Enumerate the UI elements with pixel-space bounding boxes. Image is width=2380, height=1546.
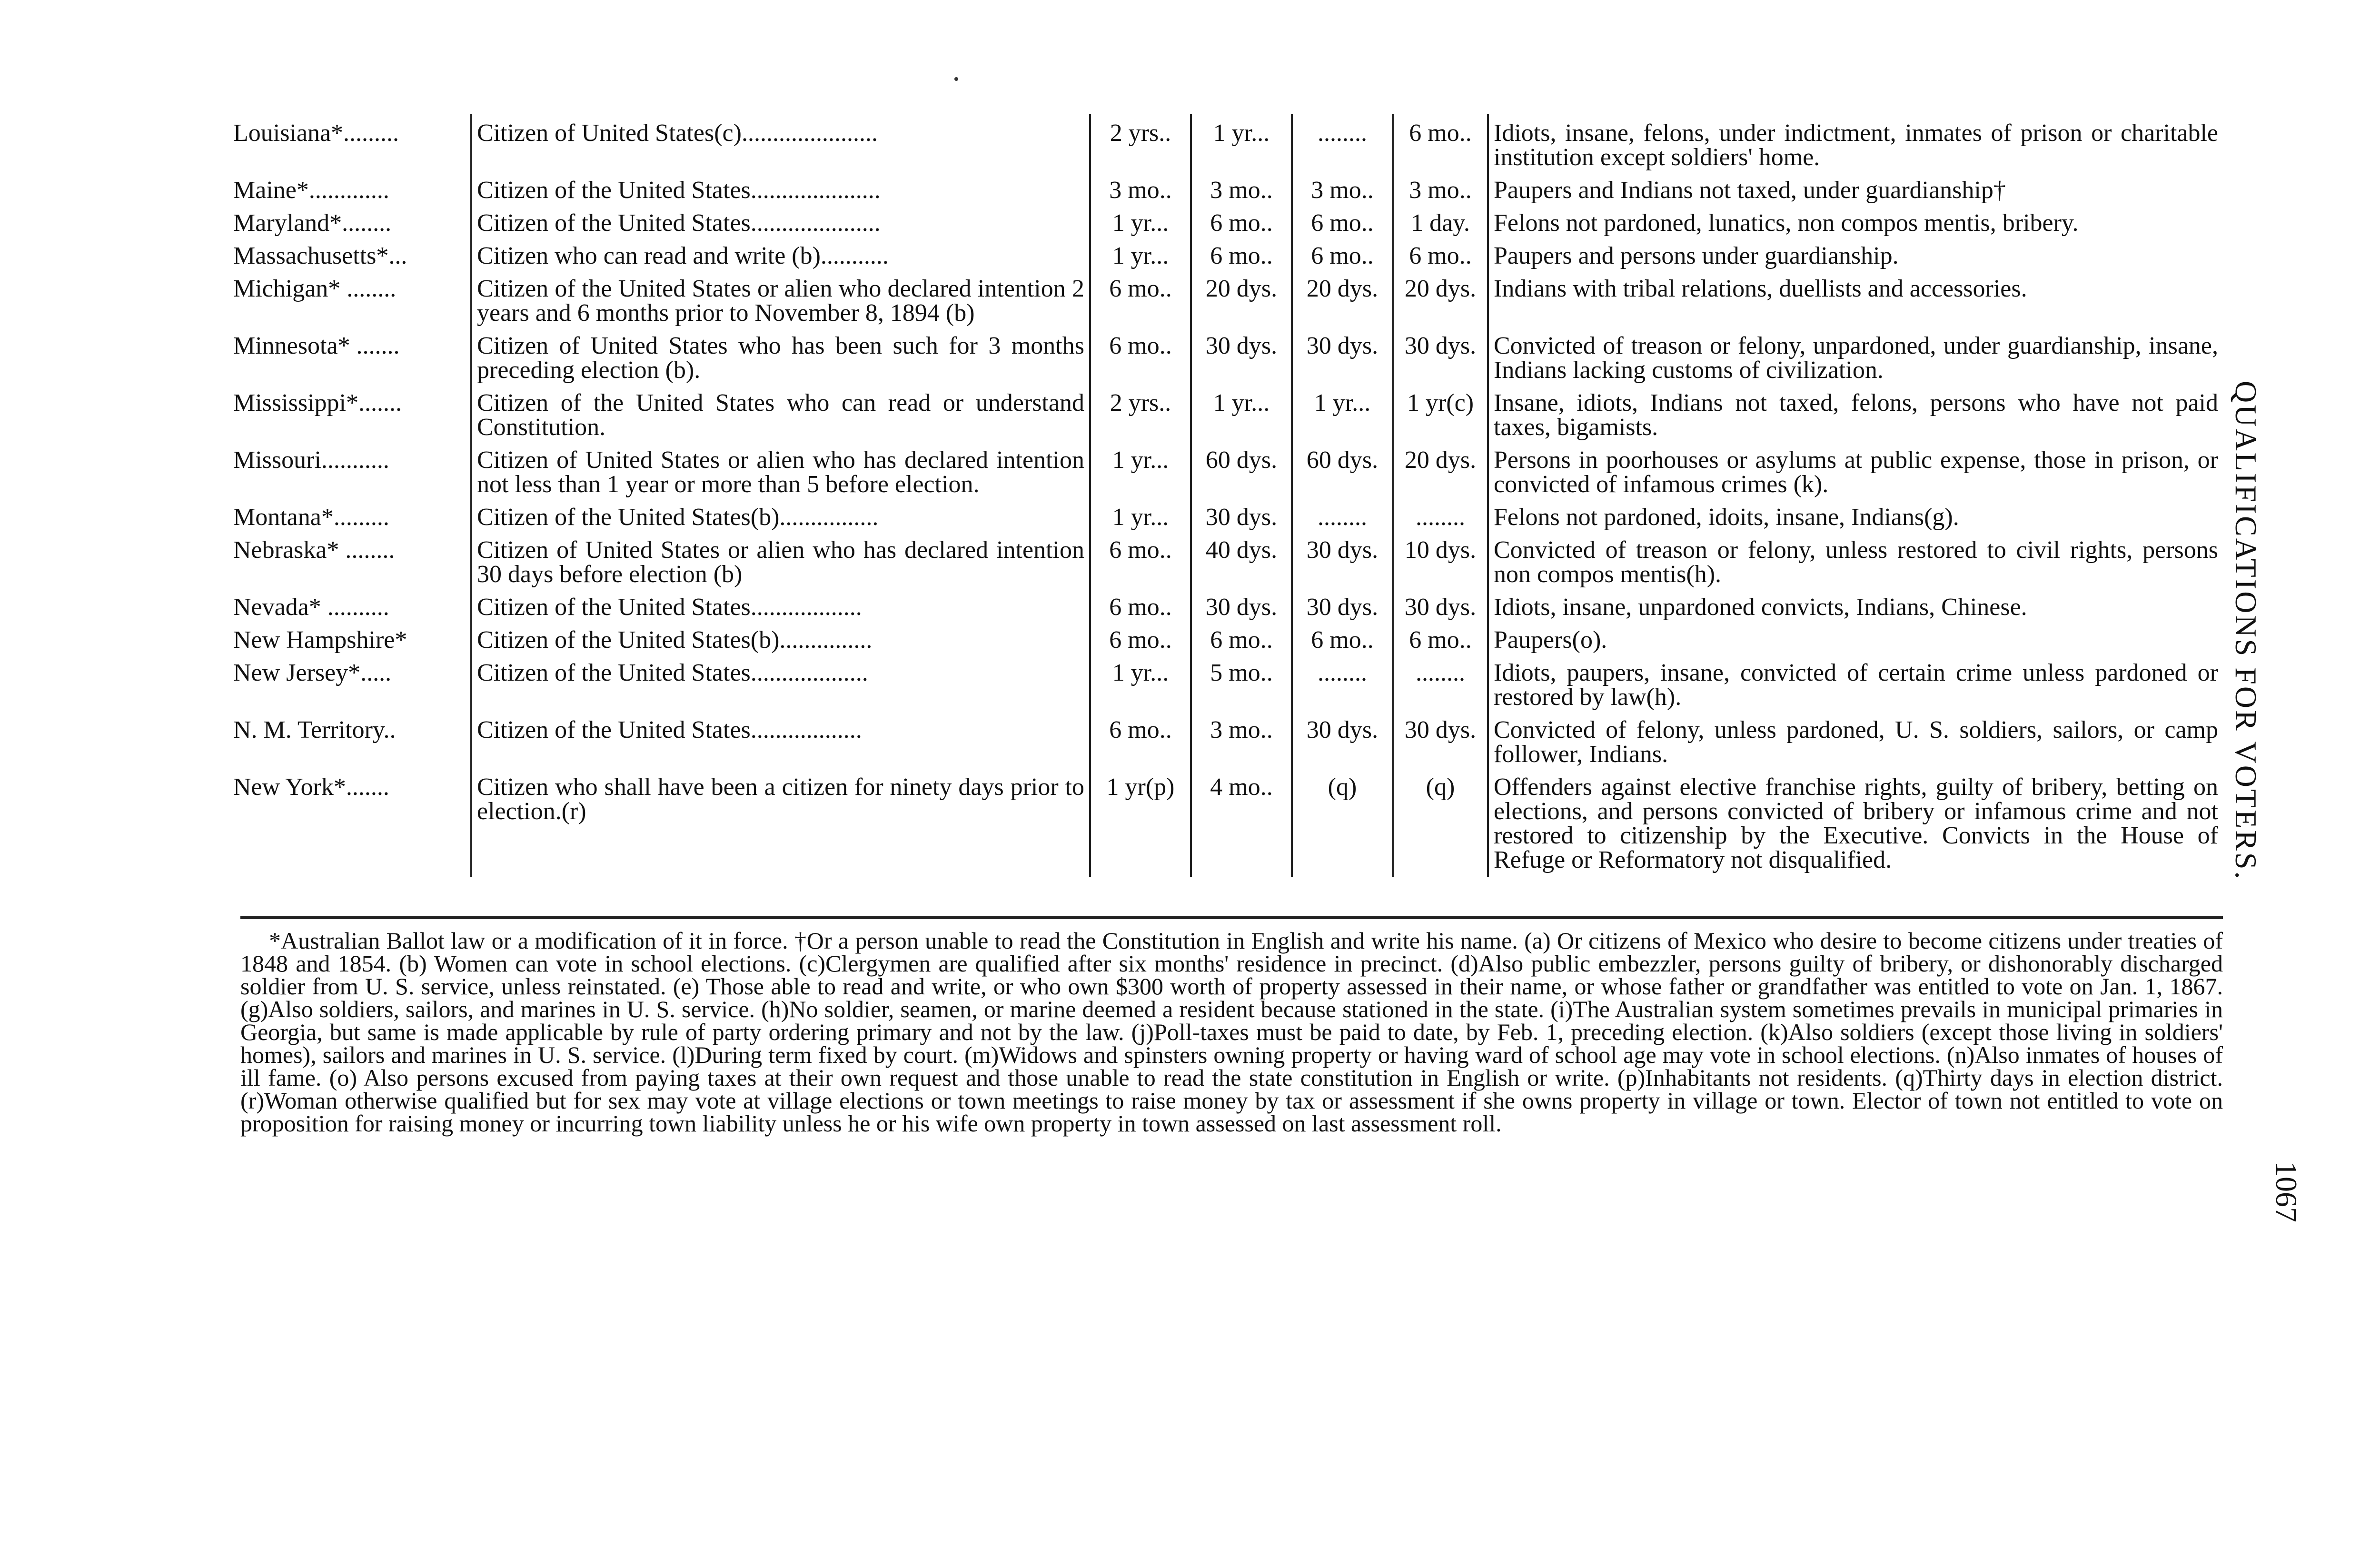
residence-town: 30 dys. <box>1292 711 1393 768</box>
table-row <box>228 384 2223 441</box>
state-name: Michigan* ........ <box>233 275 397 302</box>
state-name: New Hampshire* <box>233 626 407 654</box>
state-name: Mississippi*....... <box>233 389 402 416</box>
citizenship-requirement: Citizen who shall have been a citizen for ninety days prior to election.(r) <box>471 768 1090 877</box>
residence-town: 30 dys. <box>1292 588 1393 621</box>
residence-state: 6 mo.. <box>1090 531 1191 588</box>
residence-county: 5 mo.. <box>1191 654 1292 711</box>
state-name: New York*....... <box>233 773 389 801</box>
state-name: Missouri........... <box>233 446 389 474</box>
table-body <box>228 114 2223 877</box>
disqualifications: Idiots, paupers, insane, convicted of certain crime unless pardoned or restored by law(h). <box>1494 659 2218 711</box>
residence-precinct: 6 mo.. <box>1393 237 1488 270</box>
state-name: Nevada* .......... <box>233 594 389 621</box>
disqualifications: Paupers and Indians not taxed, under guardianship† <box>1494 177 2006 204</box>
print-speck <box>954 77 958 81</box>
table-row <box>228 621 2223 654</box>
citizenship-requirement: Citizen of the United States(b)................ <box>471 498 1090 531</box>
residence-county: 30 dys. <box>1191 327 1292 384</box>
residence-state: 1 yr... <box>1090 654 1191 711</box>
residence-precinct: 1 yr(c) <box>1393 384 1488 441</box>
citizenship-requirement: Citizen of the United States or alien who declared intention 2 years and 6 months prior to November 8, 1894 (b) <box>471 270 1090 327</box>
table-row <box>228 171 2223 204</box>
residence-county: 3 mo.. <box>1191 711 1292 768</box>
residence-town: ........ <box>1292 498 1393 531</box>
footnote-rule <box>240 916 2223 919</box>
state-name: Nebraska* ........ <box>233 536 395 564</box>
state-name: N. M. Territory.. <box>233 716 396 743</box>
residence-precinct: (q) <box>1393 768 1488 877</box>
table-row <box>228 588 2223 621</box>
table-row <box>228 441 2223 498</box>
residence-town: 1 yr... <box>1292 384 1393 441</box>
state-name: New Jersey*..... <box>233 659 392 686</box>
voter-qualifications-table-wrap <box>228 114 2223 877</box>
residence-state: 3 mo.. <box>1090 171 1191 204</box>
citizenship-requirement: Citizen of the United States who can read or understand Constitution. <box>471 384 1090 441</box>
citizenship-requirement: Citizen of the United States..................... <box>471 171 1090 204</box>
residence-state: 6 mo.. <box>1090 588 1191 621</box>
page-number: 1067 <box>2270 1161 2303 1222</box>
residence-town: ........ <box>1292 114 1393 171</box>
state-name: Massachusetts*... <box>233 242 407 269</box>
citizenship-requirement: Citizen of the United States(b)............... <box>471 621 1090 654</box>
disqualifications: Persons in poorhouses or asylums at public expense, those in prison, or convicted of infamous crimes (k). <box>1494 446 2218 498</box>
residence-county: 30 dys. <box>1191 498 1292 531</box>
disqualifications: Felons not pardoned, idoits, insane, Indians(g). <box>1494 504 1959 531</box>
table-row <box>228 498 2223 531</box>
residence-town: (q) <box>1292 768 1393 877</box>
disqualifications: Convicted of treason or felony, unpardoned, under guardianship, insane, Indians lacking customs of civilization. <box>1494 332 2218 384</box>
residence-town: 30 dys. <box>1292 327 1393 384</box>
residence-town: 3 mo.. <box>1292 171 1393 204</box>
residence-county: 1 yr... <box>1191 114 1292 171</box>
residence-county: 20 dys. <box>1191 270 1292 327</box>
citizenship-requirement: Citizen of the United States.................. <box>471 588 1090 621</box>
citizenship-requirement: Citizen of the United States................... <box>471 654 1090 711</box>
disqualifications: Felons not pardoned, lunatics, non compos mentis, bribery. <box>1494 209 2079 237</box>
residence-town: 6 mo.. <box>1292 204 1393 237</box>
residence-town: 6 mo.. <box>1292 621 1393 654</box>
residence-precinct: 3 mo.. <box>1393 171 1488 204</box>
residence-precinct: 6 mo.. <box>1393 621 1488 654</box>
table-row <box>228 204 2223 237</box>
state-name: Montana*......... <box>233 504 389 531</box>
citizenship-requirement: Citizen of United States or alien who has declared intention 30 days before election (b) <box>471 531 1090 588</box>
residence-county: 6 mo.. <box>1191 621 1292 654</box>
disqualifications: Insane, idiots, Indians not taxed, felons, persons who have not paid taxes, bigamists. <box>1494 389 2218 441</box>
running-title: QUALIFICATIONS FOR VOTERS. <box>2229 381 2263 881</box>
residence-state: 1 yr(p) <box>1090 768 1191 877</box>
state-name: Maryland*........ <box>233 209 392 237</box>
residence-precinct: ........ <box>1393 654 1488 711</box>
residence-state: 2 yrs.. <box>1090 114 1191 171</box>
table-row <box>228 114 2223 171</box>
disqualifications: Convicted of felony, unless pardoned, U. S. soldiers, sailors, or camp follower, Indians. <box>1494 716 2218 768</box>
residence-county: 6 mo.. <box>1191 237 1292 270</box>
residence-state: 2 yrs.. <box>1090 384 1191 441</box>
residence-state: 1 yr... <box>1090 237 1191 270</box>
residence-state: 1 yr... <box>1090 441 1191 498</box>
residence-county: 4 mo.. <box>1191 768 1292 877</box>
residence-town: ........ <box>1292 654 1393 711</box>
residence-precinct: 30 dys. <box>1393 327 1488 384</box>
state-name: Maine*............. <box>233 177 389 204</box>
disqualifications: Convicted of treason or felony, unless restored to civil rights, persons non compos mentis(h). <box>1494 536 2218 588</box>
residence-town: 30 dys. <box>1292 531 1393 588</box>
disqualifications: Indians with tribal relations, duellists and accessories. <box>1494 275 2027 302</box>
table-row <box>228 327 2223 384</box>
table-row <box>228 531 2223 588</box>
residence-county: 40 dys. <box>1191 531 1292 588</box>
citizenship-requirement: Citizen of United States(c)...................... <box>471 114 1090 171</box>
citizenship-requirement: Citizen of United States who has been such for 3 months preceding election (b). <box>471 327 1090 384</box>
citizenship-requirement: Citizen of the United States..................... <box>471 204 1090 237</box>
residence-precinct: 30 dys. <box>1393 588 1488 621</box>
disqualifications: Paupers and persons under guardianship. <box>1494 242 1899 269</box>
residence-state: 1 yr... <box>1090 204 1191 237</box>
residence-precinct: ........ <box>1393 498 1488 531</box>
citizenship-requirement: Citizen of the United States.................. <box>471 711 1090 768</box>
table-row <box>228 237 2223 270</box>
state-name: Minnesota* ....... <box>233 332 400 359</box>
residence-state: 1 yr... <box>1090 498 1191 531</box>
residence-state: 6 mo.. <box>1090 711 1191 768</box>
residence-precinct: 20 dys. <box>1393 270 1488 327</box>
citizenship-requirement: Citizen of United States or alien who has declared intention not less than 1 year or more than 5 before election. <box>471 441 1090 498</box>
residence-precinct: 1 day. <box>1393 204 1488 237</box>
residence-precinct: 10 dys. <box>1393 531 1488 588</box>
residence-precinct: 30 dys. <box>1393 711 1488 768</box>
residence-precinct: 6 mo.. <box>1393 114 1488 171</box>
residence-town: 6 mo.. <box>1292 237 1393 270</box>
table-row <box>228 270 2223 327</box>
residence-county: 60 dys. <box>1191 441 1292 498</box>
voter-qualifications-table <box>228 114 2223 877</box>
disqualifications: Paupers(o). <box>1494 626 1607 654</box>
residence-county: 6 mo.. <box>1191 204 1292 237</box>
residence-precinct: 20 dys. <box>1393 441 1488 498</box>
residence-state: 6 mo.. <box>1090 327 1191 384</box>
residence-state: 6 mo.. <box>1090 270 1191 327</box>
disqualifications: Idiots, insane, unpardoned convicts, Indians, Chinese. <box>1494 594 2027 621</box>
residence-town: 20 dys. <box>1292 270 1393 327</box>
footnotes: *Australian Ballot law or a modification of it in force. †Or a person unable to read the Constitution in English and write his name. (a) Or citizens of Mexico who desire to become citizens under treaties of 1848 and 1854. (b) Women can vote in school elections. (c)Clergymen are qualified after six months' residence in precinct. (d)Also public embezzler, persons guilty of bribery, or dishonorably discharged soldier from U. S. service, unless reinstated. (e) Those able to read and write, or who own $300 worth of property assessed in their name, or whose father or grandfather was entitled to vote on Jan. 1, 1867. (g)Also soldiers, sailors, and marines in U. S. service. (h)No soldier, seamen, or marine deemed a resident because stationed in the state. (i)The Australian system sometimes prevails in municipal primaries in Georgia, but same is made applicable by rule of party ordering primary and not by the law. (j)Poll-taxes must be paid to date, by Feb. 1, preceding election. (k)Also soldiers (except those living in soldiers' homes), sailors and marines in U. S. service. (l)During term fixed by court. (m)Widows and spinsters owning property or having ward of school age may vote in school elections. (n)Also inmates of houses of ill fame. (o) Also persons excused from paying taxes at their own request and those unable to read the state constitution in English or write. (p)Inhabitants not residents. (q)Thirty days in election district. (r)Woman otherwise qualified but for sex may vote at village elections or town meetings to raise money by tax or assessment if she owns property in village or town. Elector of town not entitled to vote on proposition for raising money or incurring town liability unless he or his wife own property in town assessed on last assessment roll. <box>240 927 2223 1137</box>
residence-town: 60 dys. <box>1292 441 1393 498</box>
table-row <box>228 654 2223 711</box>
residence-state: 6 mo.. <box>1090 621 1191 654</box>
citizenship-requirement: Citizen who can read and write (b)........... <box>471 237 1090 270</box>
table-row <box>228 711 2223 768</box>
state-name: Louisiana*......... <box>233 119 399 147</box>
table-row <box>228 768 2223 877</box>
disqualifications: Offenders against elective franchise rights, guilty of bribery, betting on elections, and persons convicted of bribery or infamous crime and not restored to citizenship by the Executive. Convicts in the House of Refuge or Reformatory not disqualified. <box>1494 773 2218 873</box>
residence-county: 3 mo.. <box>1191 171 1292 204</box>
disqualifications: Idiots, insane, felons, under indictment, inmates of prison or charitable institution except soldiers' home. <box>1494 119 2218 171</box>
residence-county: 1 yr... <box>1191 384 1292 441</box>
residence-county: 30 dys. <box>1191 588 1292 621</box>
